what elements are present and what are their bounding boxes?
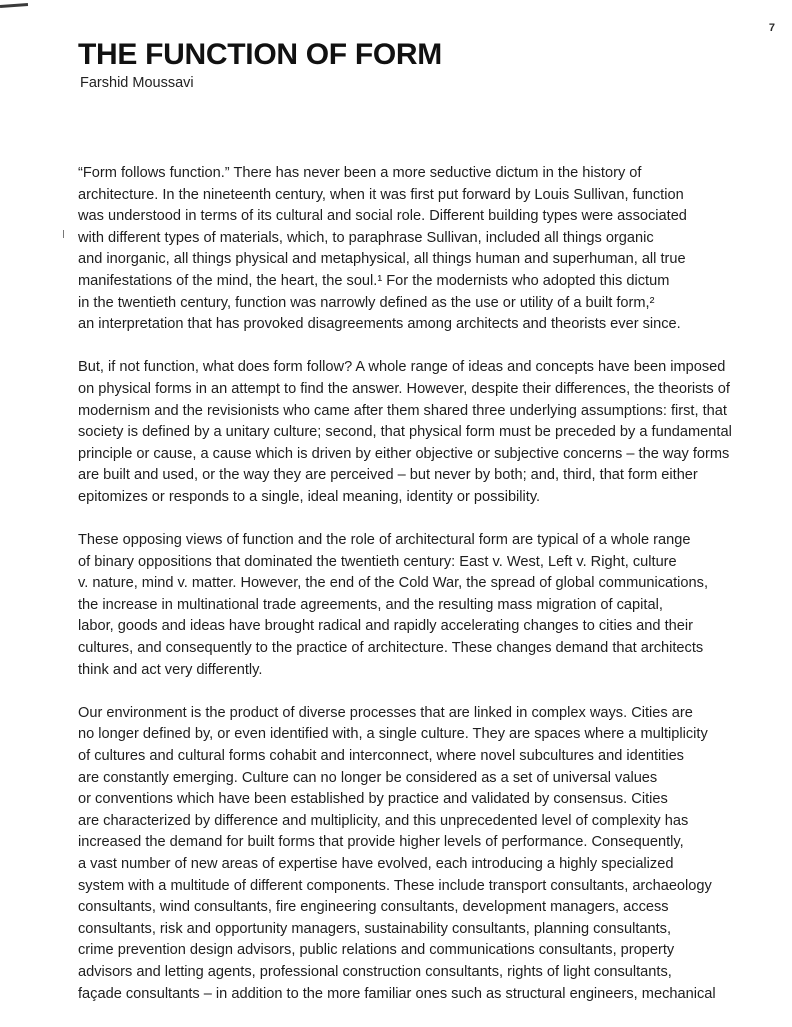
text-line: architecture. In the nineteenth century, when it was first put forward by Louis Sullivan, function xyxy=(78,186,684,203)
text-line: manifestations of the mind, the heart, the soul.¹ For the modernists who adopted this dictum xyxy=(78,272,670,289)
paragraph-4 xyxy=(78,703,746,1005)
text-line: crime prevention design advisors, public relations and communications consultants, property xyxy=(78,942,675,959)
text-line: no longer defined by, or even identified with, a single culture. They are spaces where a multiplicity xyxy=(78,726,708,743)
text-line: cultures, and consequently to the practice of architecture. These changes demand that architects xyxy=(78,640,704,657)
text-line: are characterized by difference and multiplicity, and this unprecedented level of complexity has xyxy=(78,812,689,829)
text-line: on physical forms in an attempt to find the answer. However, despite their differences, the theorists of xyxy=(78,380,730,397)
paragraph-2 xyxy=(78,357,746,508)
text-line: are built and used, or the way they are perceived – but never by both; and, third, that form either xyxy=(78,467,698,484)
text-line: labor, goods and ideas have brought radical and rapidly accelerating changes to cities and their xyxy=(78,618,693,635)
text-line: v. nature, mind v. matter. However, the end of the Cold War, the spread of global communications, xyxy=(78,575,709,592)
text-line: of cultures and cultural forms cohabit and interconnect, where novel subcultures and identities xyxy=(78,748,684,765)
text-line: are constantly emerging. Culture can no longer be considered as a set of universal values xyxy=(78,769,658,786)
text-line: think and act very differently. xyxy=(78,661,263,678)
text-line: consultants, risk and opportunity managers, sustainability consultants, planning consultants, xyxy=(78,920,672,937)
text-line: principle or cause, a cause which is driven by either objective or subjective concerns – the way forms xyxy=(78,445,730,462)
margin-mark xyxy=(63,230,64,238)
text-line: system with a multitude of different components. These include transport consultants, archaeology xyxy=(78,877,712,894)
paragraph-1 xyxy=(78,163,746,336)
chapter-title: THE FUNCTION OF FORM xyxy=(78,38,442,71)
text-line: and inorganic, all things physical and metaphysical, all things human and superhuman, all true xyxy=(78,251,686,268)
text-line: consultants, wind consultants, fire engineering consultants, development managers, access xyxy=(78,899,669,916)
text-line: These opposing views of function and the role of architectural form are typical of a whole range xyxy=(78,532,691,549)
text-line: an interpretation that has provoked disagreements among architects and theorists ever since. xyxy=(78,316,681,333)
text-line: epitomizes or responds to a single, ideal meaning, identity or possibility. xyxy=(78,488,541,505)
text-line: in the twentieth century, function was narrowly defined as the use or utility of a built form,² xyxy=(78,294,655,311)
text-line: “Form follows function.” There has never been a more seductive dictum in the history of xyxy=(78,165,642,181)
body-text xyxy=(78,163,746,1027)
paragraph-3 xyxy=(78,530,746,681)
text-line: Our environment is the product of diverse processes that are linked in complex ways. Cities are xyxy=(78,704,693,721)
text-line: But, if not function, what does form follow? A whole range of ideas and concepts have been imposed xyxy=(78,359,726,376)
text-line: was understood in terms of its cultural and social role. Different building types were associated xyxy=(78,208,687,225)
text-line: with different types of materials, which, to paraphrase Sullivan, included all things organic xyxy=(78,229,654,246)
scan-corner-mark xyxy=(0,3,28,8)
text-line: the increase in multinational trade agreements, and the resulting mass migration of capital, xyxy=(78,596,663,613)
page-number: 7 xyxy=(768,22,775,34)
author-name: Farshid Moussavi xyxy=(80,75,194,91)
text-line: façade consultants – in addition to the more familiar ones such as structural engineers, mechanical xyxy=(78,985,716,1002)
text-line: of binary oppositions that dominated the twentieth century: East v. West, Left v. Right, culture xyxy=(78,553,677,570)
text-line: society is defined by a unitary culture; second, that physical form must be preceded by a fundamental xyxy=(78,424,732,441)
text-line: a vast number of new areas of expertise have evolved, each introducing a highly specialized xyxy=(78,856,674,872)
text-line: advisors and letting agents, professional construction consultants, rights of light consultants, xyxy=(78,963,672,980)
text-line: increased the demand for built forms that provide higher levels of performance. Consequently, xyxy=(78,834,684,851)
text-line: modernism and the revisionists who came after them shared three underlying assumptions: first, that xyxy=(78,402,727,419)
text-line: or conventions which have been established by practice and validated by consensus. Cities xyxy=(78,791,668,808)
